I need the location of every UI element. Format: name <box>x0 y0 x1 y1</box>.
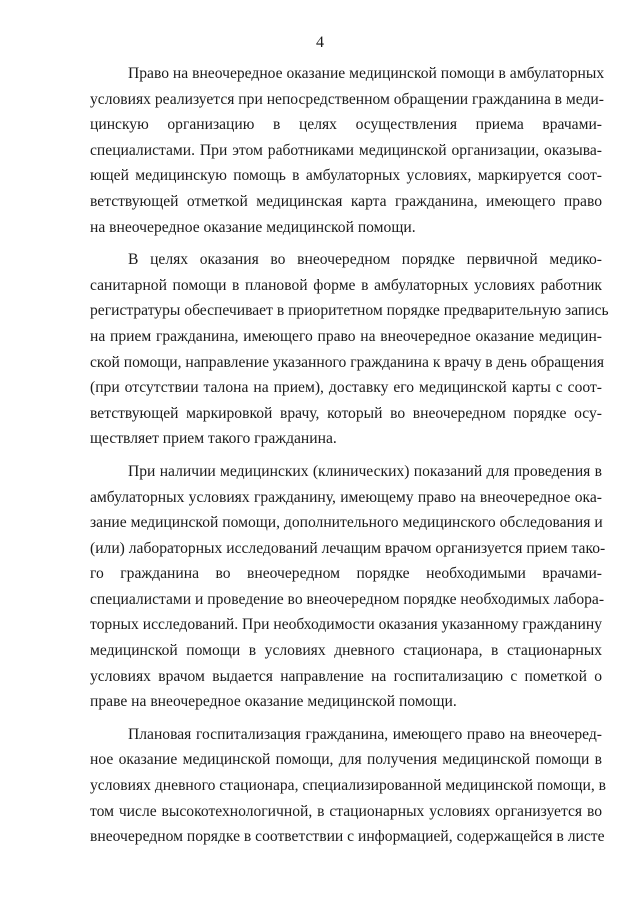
text-line: зание медицинской помощи, дополнительного медицинского обследования и <box>90 514 603 532</box>
text-line: условиях реализуется при непосредственном обращении гражданина в меди- <box>90 90 604 108</box>
text-line: на прием гражданина, имеющего право на внеочередное оказание медицин- <box>90 327 602 345</box>
page-number: 4 <box>316 34 324 51</box>
text-line: ное оказание медицинской помощи, для получения медицинской помощи в <box>90 751 602 769</box>
text-line: го гражданина во внеочередном порядке необходимыми врачами- <box>90 565 602 583</box>
text-line: ской помощи, направление указанного гражданина к врачу в день обращения <box>90 353 605 371</box>
paragraph-registry-priority <box>90 247 609 452</box>
text-line: том числе высокотехнологичной, в стационарных условиях организуется во <box>90 802 602 820</box>
text-line: специалистами. При этом работниками медицинской организации, оказыва- <box>90 141 602 159</box>
text-line: При наличии медицинских (клинических) показаний для проведения в <box>128 462 602 480</box>
text-line: медицинской помощи в условиях дневного стационара, в стационарных <box>90 642 602 660</box>
text-line: санитарной помощи в плановой форме в амбулаторных условиях работник <box>90 276 602 294</box>
text-line: В целях оказания во внеочередном порядке первичной медико- <box>128 251 602 269</box>
document-body <box>90 61 609 857</box>
text-line: Право на внеочередное оказание медицинской помощи в амбулаторных <box>128 65 605 82</box>
text-line: на внеочередное оказание медицинской помощи. <box>90 218 416 236</box>
text-line: ветствующей отметкой медицинская карта гражданина, имеющего право <box>90 192 602 210</box>
text-line: регистратуры обеспечивает в приоритетном порядке предварительную запись <box>90 302 609 320</box>
text-line: (или) лабораторных исследований лечащим врачом организуется прием тако- <box>90 539 606 557</box>
text-line: (при отсутствии талона на прием), доставку его медицинской карты с соот- <box>90 379 602 397</box>
paragraph-outpatient-right <box>90 61 605 240</box>
text-line: ществляет прием такого гражданина. <box>90 430 337 448</box>
text-line: условиях врачом выдается направление на госпитализацию с пометкой о <box>90 667 602 685</box>
text-line: ветствующей маркировкой врачу, который во внеочередном порядке осу- <box>90 404 602 422</box>
text-line: торных исследований. При необходимости оказания указанному гражданину <box>90 616 602 634</box>
text-line: условиях дневного стационара, специализированной медицинской помощи, в <box>90 777 607 795</box>
text-line: специалистами и проведение во внеочередном порядке необходимых лабора- <box>90 590 605 608</box>
text-line: ющей медицинскую помощь в амбулаторных условиях, маркируется соот- <box>90 167 602 185</box>
text-line: внеочередном порядке в соответствии с информацией, содержащейся в листе <box>90 828 605 846</box>
paragraph-clinical-indications <box>90 459 606 715</box>
text-line: Плановая госпитализация гражданина, имеющего право на внеочеред- <box>128 725 602 743</box>
paragraph-planned-hospitalization <box>90 722 607 850</box>
text-line: праве на внеочередное оказание медицинской помощи. <box>90 693 457 711</box>
text-line: цинскую организацию в целях осуществления приема врачами- <box>90 116 602 134</box>
text-line: амбулаторных условиях гражданину, имеющему право на внеочередное ока- <box>90 488 602 506</box>
